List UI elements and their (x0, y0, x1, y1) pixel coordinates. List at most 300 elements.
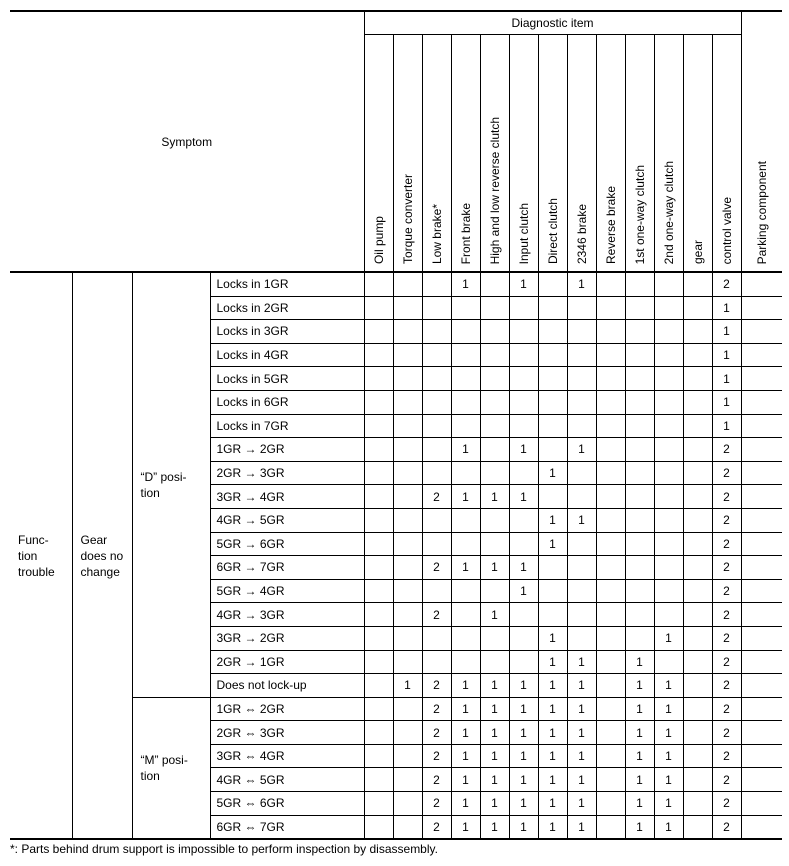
column-header (364, 35, 393, 273)
table-cell: 2 (422, 556, 451, 580)
group-function-trouble: Func- tion trouble (10, 272, 72, 839)
table-cell (741, 272, 782, 296)
table-cell (741, 532, 782, 556)
table-cell (538, 556, 567, 580)
table-cell (480, 650, 509, 674)
column-header (538, 35, 567, 273)
table-cell (654, 508, 683, 532)
table-cell (364, 603, 393, 627)
row-label: Locks in 7GR (210, 414, 364, 438)
row-label: 1GR ⇔ 2GR (210, 697, 364, 721)
table-cell (625, 414, 654, 438)
table-cell (393, 721, 422, 745)
row-label: 5GR → 6GR (210, 532, 364, 556)
table-cell (625, 485, 654, 509)
table-cell (393, 390, 422, 414)
table-cell (741, 508, 782, 532)
table-cell: 1 (509, 815, 538, 839)
row-label: 3GR → 2GR (210, 626, 364, 650)
table-cell (625, 272, 654, 296)
table-cell (567, 390, 596, 414)
table-cell (654, 414, 683, 438)
table-cell (364, 367, 393, 391)
table-cell (480, 367, 509, 391)
table-cell (509, 603, 538, 627)
table-cell: 2 (422, 744, 451, 768)
table-cell: 1 (654, 744, 683, 768)
table-cell (683, 768, 712, 792)
column-header-label: High and low reverse clutch (487, 116, 502, 264)
table-cell (393, 626, 422, 650)
table-cell: 1 (509, 674, 538, 698)
table-cell (654, 650, 683, 674)
table-cell (451, 603, 480, 627)
row-label: 6GR ⇔ 7GR (210, 815, 364, 839)
table-cell (596, 674, 625, 698)
column-header-label: Low brake* (429, 203, 444, 264)
table-cell: 1 (567, 272, 596, 296)
row-label: 2GR → 1GR (210, 650, 364, 674)
table-cell (567, 603, 596, 627)
table-cell (393, 650, 422, 674)
column-header (712, 35, 741, 273)
column-header-label: Direct clutch (545, 197, 560, 264)
table-cell (567, 461, 596, 485)
table-cell (683, 721, 712, 745)
table-cell (480, 508, 509, 532)
table-cell (596, 532, 625, 556)
table-cell (393, 815, 422, 839)
table-cell: 1 (625, 674, 654, 698)
column-header-label: Oil pump (371, 215, 386, 264)
table-cell (422, 508, 451, 532)
table-cell: 2 (422, 697, 451, 721)
table-cell (538, 579, 567, 603)
column-header (683, 35, 712, 273)
table-cell: 1 (451, 438, 480, 462)
table-cell (596, 626, 625, 650)
table-cell: 1 (654, 697, 683, 721)
column-header (567, 35, 596, 273)
table-cell (364, 272, 393, 296)
table-cell (741, 721, 782, 745)
row-label: 3GR ⇔ 4GR (210, 744, 364, 768)
column-header (393, 35, 422, 273)
table-cell (451, 626, 480, 650)
table-cell (596, 508, 625, 532)
table-cell (393, 272, 422, 296)
table-cell: 2 (422, 603, 451, 627)
table-cell (364, 343, 393, 367)
table-cell (480, 272, 509, 296)
column-header-label: control valve (719, 196, 734, 264)
column-header-label: Torque converter (400, 173, 415, 264)
table-cell (741, 697, 782, 721)
table-cell (683, 744, 712, 768)
table-cell: 2 (712, 532, 741, 556)
table-cell (683, 343, 712, 367)
table-cell (596, 343, 625, 367)
table-cell (451, 579, 480, 603)
table-cell (741, 626, 782, 650)
table-cell: 2 (712, 721, 741, 745)
table-cell: 1 (538, 532, 567, 556)
table-cell: 1 (509, 744, 538, 768)
table-cell (741, 320, 782, 344)
table-cell: 2 (712, 556, 741, 580)
table-cell: 1 (509, 721, 538, 745)
table-cell (538, 272, 567, 296)
table-cell (364, 579, 393, 603)
table-cell (393, 414, 422, 438)
table-cell (364, 697, 393, 721)
table-cell (393, 792, 422, 816)
row-label: 2GR ⇔ 3GR (210, 721, 364, 745)
table-cell (683, 532, 712, 556)
table-cell: 1 (567, 438, 596, 462)
table-cell (683, 485, 712, 509)
table-cell (393, 296, 422, 320)
column-header-label: Front brake (458, 202, 473, 264)
table-cell (451, 390, 480, 414)
table-cell (654, 320, 683, 344)
table-cell: 2 (712, 815, 741, 839)
table-cell (451, 343, 480, 367)
table-cell: 1 (712, 390, 741, 414)
table-cell (364, 556, 393, 580)
table-cell (422, 532, 451, 556)
column-header (509, 35, 538, 273)
table-cell (625, 626, 654, 650)
table-cell: 1 (567, 768, 596, 792)
table-cell (596, 697, 625, 721)
table-cell: 1 (625, 744, 654, 768)
table-cell: 1 (451, 485, 480, 509)
table-cell (422, 390, 451, 414)
table-cell: 1 (451, 721, 480, 745)
table-row (10, 272, 782, 296)
table-cell (654, 603, 683, 627)
table-cell (393, 508, 422, 532)
table-cell (741, 414, 782, 438)
table-cell: 1 (712, 296, 741, 320)
table-cell (509, 390, 538, 414)
table-cell (364, 320, 393, 344)
table-cell (625, 320, 654, 344)
table-cell: 1 (480, 603, 509, 627)
table-cell: 1 (509, 792, 538, 816)
table-cell: 1 (480, 697, 509, 721)
group-m-position: “M” posi- tion (132, 697, 210, 839)
table-cell: 1 (509, 556, 538, 580)
table-cell: 1 (538, 508, 567, 532)
column-header (422, 35, 451, 273)
table-cell: 1 (538, 815, 567, 839)
table-cell (422, 367, 451, 391)
table-cell (509, 414, 538, 438)
table-cell (741, 390, 782, 414)
table-cell: 2 (712, 768, 741, 792)
table-cell: 1 (654, 768, 683, 792)
table-cell (509, 508, 538, 532)
table-cell (567, 414, 596, 438)
table-cell: 1 (567, 744, 596, 768)
table-cell: 1 (480, 674, 509, 698)
table-cell: 1 (480, 556, 509, 580)
table-cell (683, 296, 712, 320)
table-cell (741, 603, 782, 627)
table-cell: 1 (451, 697, 480, 721)
table-cell: 2 (712, 674, 741, 698)
table-cell: 1 (509, 768, 538, 792)
table-cell (538, 414, 567, 438)
table-cell: 1 (480, 744, 509, 768)
table-cell (683, 626, 712, 650)
row-label: Locks in 5GR (210, 367, 364, 391)
column-header-label: 2nd one-way clutch (661, 160, 676, 264)
table-cell (364, 650, 393, 674)
table-cell (683, 367, 712, 391)
table-cell (480, 461, 509, 485)
table-cell (538, 296, 567, 320)
table-cell (596, 815, 625, 839)
table-cell (509, 343, 538, 367)
table-cell: 2 (712, 461, 741, 485)
table-cell (596, 603, 625, 627)
table-cell: 1 (625, 697, 654, 721)
table-cell: 1 (625, 792, 654, 816)
table-cell (451, 296, 480, 320)
table-cell (654, 461, 683, 485)
table-cell (741, 438, 782, 462)
row-label: 4GR ⇔ 5GR (210, 768, 364, 792)
table-cell (451, 650, 480, 674)
table-cell (422, 343, 451, 367)
group-gear-does-no-change: Gear does no change (72, 272, 132, 839)
table-cell (741, 650, 782, 674)
table-cell: 1 (567, 508, 596, 532)
table-cell (364, 296, 393, 320)
table-cell: 1 (625, 815, 654, 839)
table-cell (451, 367, 480, 391)
row-label: 6GR → 7GR (210, 556, 364, 580)
table-cell (422, 296, 451, 320)
table-cell (625, 296, 654, 320)
table-cell (654, 272, 683, 296)
table-cell (596, 296, 625, 320)
table-cell (393, 532, 422, 556)
table-cell: 1 (538, 697, 567, 721)
table-cell (596, 579, 625, 603)
row-label: 4GR → 3GR (210, 603, 364, 627)
table-cell (480, 532, 509, 556)
table-cell (625, 390, 654, 414)
table-cell: 2 (422, 792, 451, 816)
table-cell (393, 579, 422, 603)
diagnostic-table (10, 10, 782, 840)
table-cell (567, 343, 596, 367)
table-cell: 1 (538, 792, 567, 816)
table-cell (509, 650, 538, 674)
table-cell: 1 (451, 272, 480, 296)
row-label: Locks in 3GR (210, 320, 364, 344)
table-cell (683, 650, 712, 674)
table-cell: 1 (538, 650, 567, 674)
table-cell (567, 579, 596, 603)
table-cell (596, 461, 625, 485)
group-d-position: “D” posi- tion (132, 272, 210, 697)
table-cell: 1 (625, 721, 654, 745)
table-cell: 1 (509, 272, 538, 296)
table-cell (683, 556, 712, 580)
table-cell (596, 414, 625, 438)
table-cell (538, 367, 567, 391)
table-cell (422, 579, 451, 603)
row-label: Locks in 6GR (210, 390, 364, 414)
table-cell (480, 390, 509, 414)
table-cell: 1 (538, 721, 567, 745)
table-cell (393, 485, 422, 509)
table-cell (741, 768, 782, 792)
table-cell (741, 744, 782, 768)
row-label: 4GR → 5GR (210, 508, 364, 532)
table-cell (364, 532, 393, 556)
table-cell (364, 461, 393, 485)
table-cell (509, 461, 538, 485)
table-cell (422, 272, 451, 296)
table-cell (596, 792, 625, 816)
table-cell (364, 792, 393, 816)
table-cell: 1 (567, 815, 596, 839)
table-cell: 1 (712, 367, 741, 391)
table-cell (393, 438, 422, 462)
table-cell: 1 (509, 579, 538, 603)
table-cell (683, 414, 712, 438)
table-cell (654, 343, 683, 367)
table-cell (451, 532, 480, 556)
table-cell (567, 367, 596, 391)
table-cell (480, 343, 509, 367)
table-cell (422, 414, 451, 438)
table-cell: 2 (712, 603, 741, 627)
table-cell (683, 603, 712, 627)
table-cell (422, 461, 451, 485)
table-cell: 2 (422, 815, 451, 839)
table-cell (393, 320, 422, 344)
table-cell (654, 438, 683, 462)
table-cell (480, 579, 509, 603)
table-cell: 1 (654, 792, 683, 816)
table-cell (364, 721, 393, 745)
column-header-label: gear (690, 239, 705, 264)
table-cell: 1 (712, 343, 741, 367)
row-label: Does not lock-up (210, 674, 364, 698)
table-cell: 1 (451, 815, 480, 839)
table-cell (422, 320, 451, 344)
table-cell (538, 603, 567, 627)
table-cell (596, 390, 625, 414)
table-cell (625, 343, 654, 367)
table-cell: 2 (422, 674, 451, 698)
table-cell (625, 508, 654, 532)
table-cell: 2 (712, 697, 741, 721)
table-cell (683, 579, 712, 603)
table-cell (509, 532, 538, 556)
table-cell (480, 438, 509, 462)
table-cell (683, 272, 712, 296)
table-cell: 2 (712, 579, 741, 603)
table-cell (567, 556, 596, 580)
table-cell (654, 367, 683, 391)
row-label: 2GR → 3GR (210, 461, 364, 485)
table-cell (625, 579, 654, 603)
table-cell (625, 603, 654, 627)
table-cell (625, 532, 654, 556)
table-cell (364, 744, 393, 768)
table-cell (538, 343, 567, 367)
table-cell: 2 (422, 768, 451, 792)
table-cell (364, 390, 393, 414)
table-cell (538, 485, 567, 509)
table-cell: 1 (451, 674, 480, 698)
table-cell (393, 744, 422, 768)
table-cell (567, 532, 596, 556)
column-header-label: Reverse brake (603, 185, 618, 264)
table-cell (596, 438, 625, 462)
table-cell (451, 461, 480, 485)
table-cell (741, 485, 782, 509)
table-cell (364, 768, 393, 792)
table-cell (422, 438, 451, 462)
table-cell: 2 (712, 650, 741, 674)
row-label: Locks in 2GR (210, 296, 364, 320)
table-cell (422, 626, 451, 650)
table-cell: 1 (625, 650, 654, 674)
table-cell: 1 (654, 815, 683, 839)
table-cell: 1 (451, 556, 480, 580)
table-cell: 1 (567, 674, 596, 698)
table-cell (364, 626, 393, 650)
table-cell (596, 744, 625, 768)
table-cell: 1 (538, 674, 567, 698)
table-cell (364, 674, 393, 698)
table-cell: 1 (480, 792, 509, 816)
diagnostic-item-header: Diagnostic item (364, 11, 741, 35)
table-cell (596, 768, 625, 792)
table-cell (393, 768, 422, 792)
column-header-label: Input clutch (516, 202, 531, 264)
table-cell (509, 626, 538, 650)
table-cell: 1 (509, 485, 538, 509)
table-cell: 1 (654, 674, 683, 698)
table-cell (741, 367, 782, 391)
table-cell (538, 438, 567, 462)
table-cell (567, 485, 596, 509)
column-header (596, 35, 625, 273)
column-header (625, 35, 654, 273)
table-cell (596, 272, 625, 296)
table-cell (567, 296, 596, 320)
table-cell (451, 320, 480, 344)
table-cell: 2 (422, 721, 451, 745)
table-cell: 2 (712, 508, 741, 532)
column-header-label: 1st one-way clutch (632, 164, 647, 264)
table-cell: 1 (480, 815, 509, 839)
table-cell (596, 721, 625, 745)
table-body (10, 272, 782, 839)
table-cell (451, 414, 480, 438)
row-label: Locks in 1GR (210, 272, 364, 296)
